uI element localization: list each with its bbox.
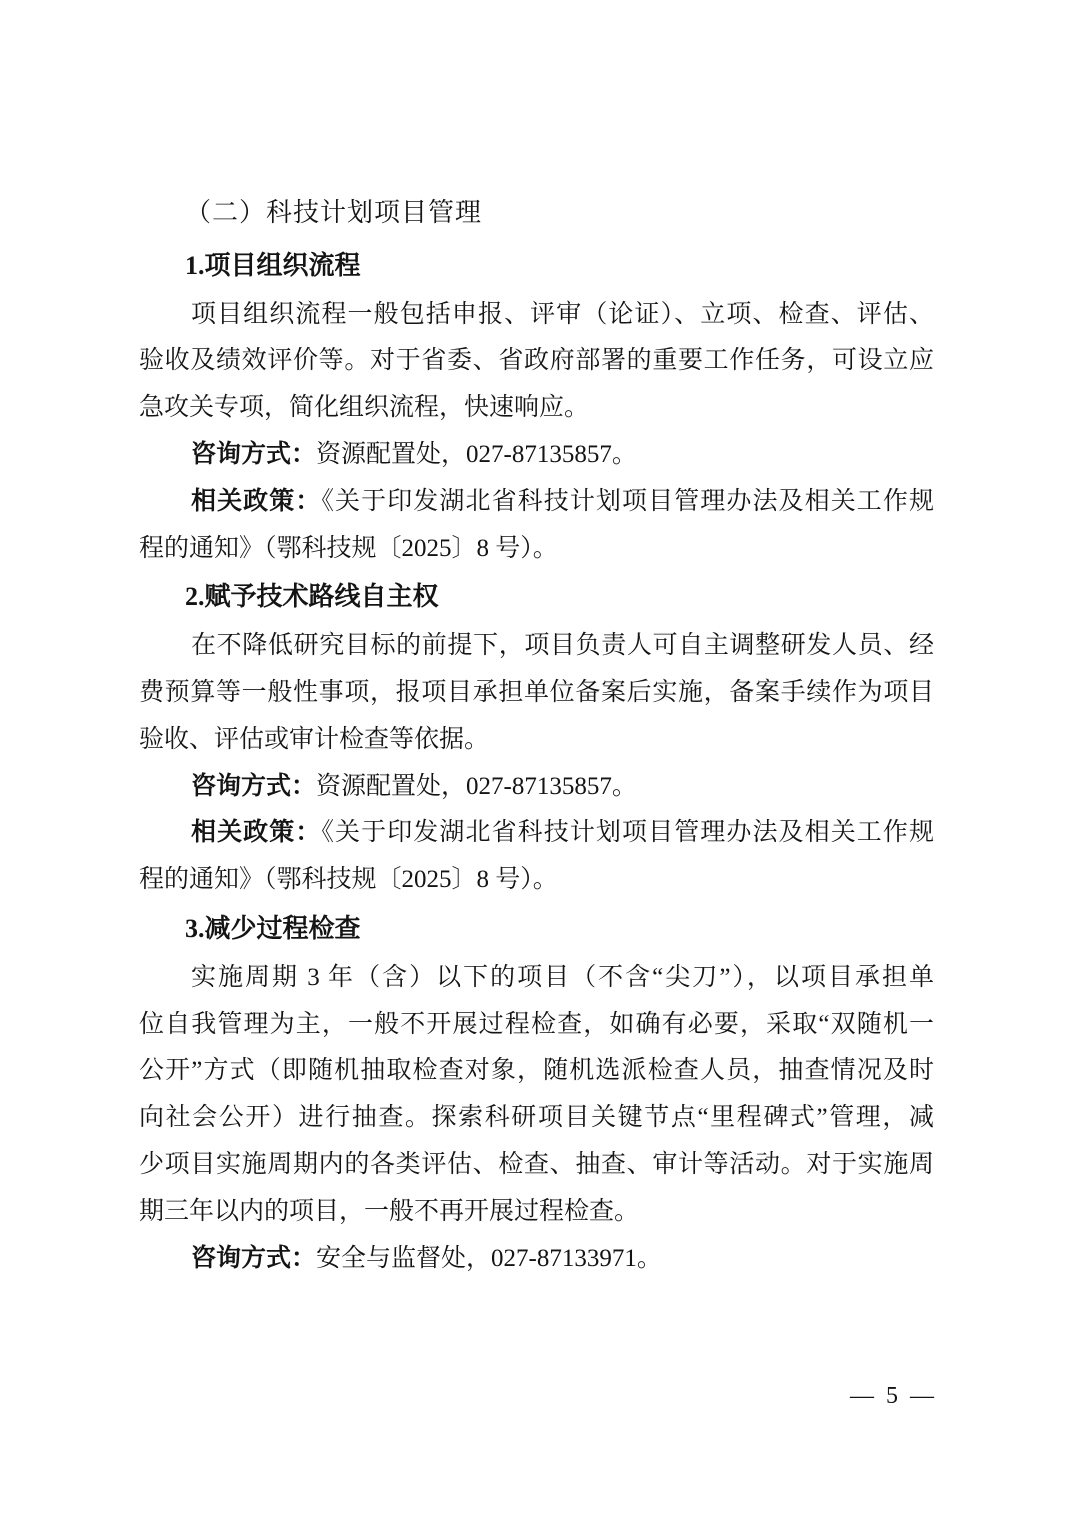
contact-text: 资源配置处，027-87135857。: [316, 440, 637, 468]
subsection-heading-2: 2.赋予技术路线自主权: [185, 582, 439, 612]
inline-label: 相关政策：: [191, 819, 322, 847]
subsection-heading-1: 1.项目组织流程: [185, 250, 361, 280]
document-content: [139, 190, 934, 1282]
policy-line: 程的通知》（鄂科技规〔2025〕8 号）。: [139, 534, 558, 562]
paragraph-line: 期三年以内的项目，一般不再开展过程检查。: [139, 1197, 640, 1225]
contact-text: 资源配置处，027-87135857。: [316, 772, 637, 800]
paragraph-line: 急攻关专项，简化组织流程，快速响应。: [139, 394, 590, 422]
paragraph-line: 位自我管理为主，一般不开展过程检查，如确有必要，采取“双随机一: [139, 1010, 934, 1038]
policy-text: 《关于印发湖北省科技计划项目管理办法及相关工作规: [321, 487, 934, 515]
paragraph-line: 向社会公开）进行抽查。探索科研项目关键节点“里程碑式”管理，减: [139, 1104, 934, 1132]
paragraph-line: 项目组织流程一般包括申报、评审（论证）、立项、检查、评估、: [191, 300, 934, 328]
inline-label: 咨询方式：: [191, 772, 317, 800]
paragraph-line: 少项目实施周期内的各类评估、检查、抽查、审计等活动。对于实施周: [139, 1150, 934, 1178]
policy-line: [139, 810, 934, 857]
inline-label: 相关政策：: [191, 487, 322, 515]
contact-line: [139, 764, 934, 811]
inline-label: 咨询方式：: [191, 440, 317, 468]
contact-text: 安全与监督处，027-87133971。: [316, 1244, 662, 1272]
paragraph-line: 在不降低研究目标的前提下，项目负责人可自主调整研发人员、经: [191, 632, 934, 660]
paragraph-line: 验收、评估或审计检查等依据。: [139, 725, 490, 753]
policy-text: 《关于印发湖北省科技计划项目管理办法及相关工作规: [321, 819, 934, 847]
subsection-heading-3: 3.减少过程检查: [185, 913, 361, 943]
contact-line: [139, 1236, 934, 1283]
paragraph-line: 验收及绩效评价等。对于省委、省政府部署的重要工作任务，可设立应: [139, 347, 934, 375]
inline-label: 咨询方式：: [191, 1244, 317, 1272]
paragraph-line: 实施周期 3 年（含）以下的项目（不含“尖刀”），以项目承担单: [191, 963, 934, 991]
section-heading: （二）科技计划项目管理: [185, 198, 483, 227]
page-number: — 5 —: [850, 1383, 934, 1409]
paragraph-line: 费预算等一般性事项，报项目承担单位备案后实施，备案手续作为项目: [139, 678, 934, 706]
contact-line: [139, 432, 934, 479]
paragraph-line: 公开”方式（即随机抽取检查对象，随机选派检查人员，抽查情况及时: [139, 1057, 934, 1085]
policy-line: 程的通知》（鄂科技规〔2025〕8 号）。: [139, 866, 558, 894]
policy-line: [139, 479, 934, 526]
